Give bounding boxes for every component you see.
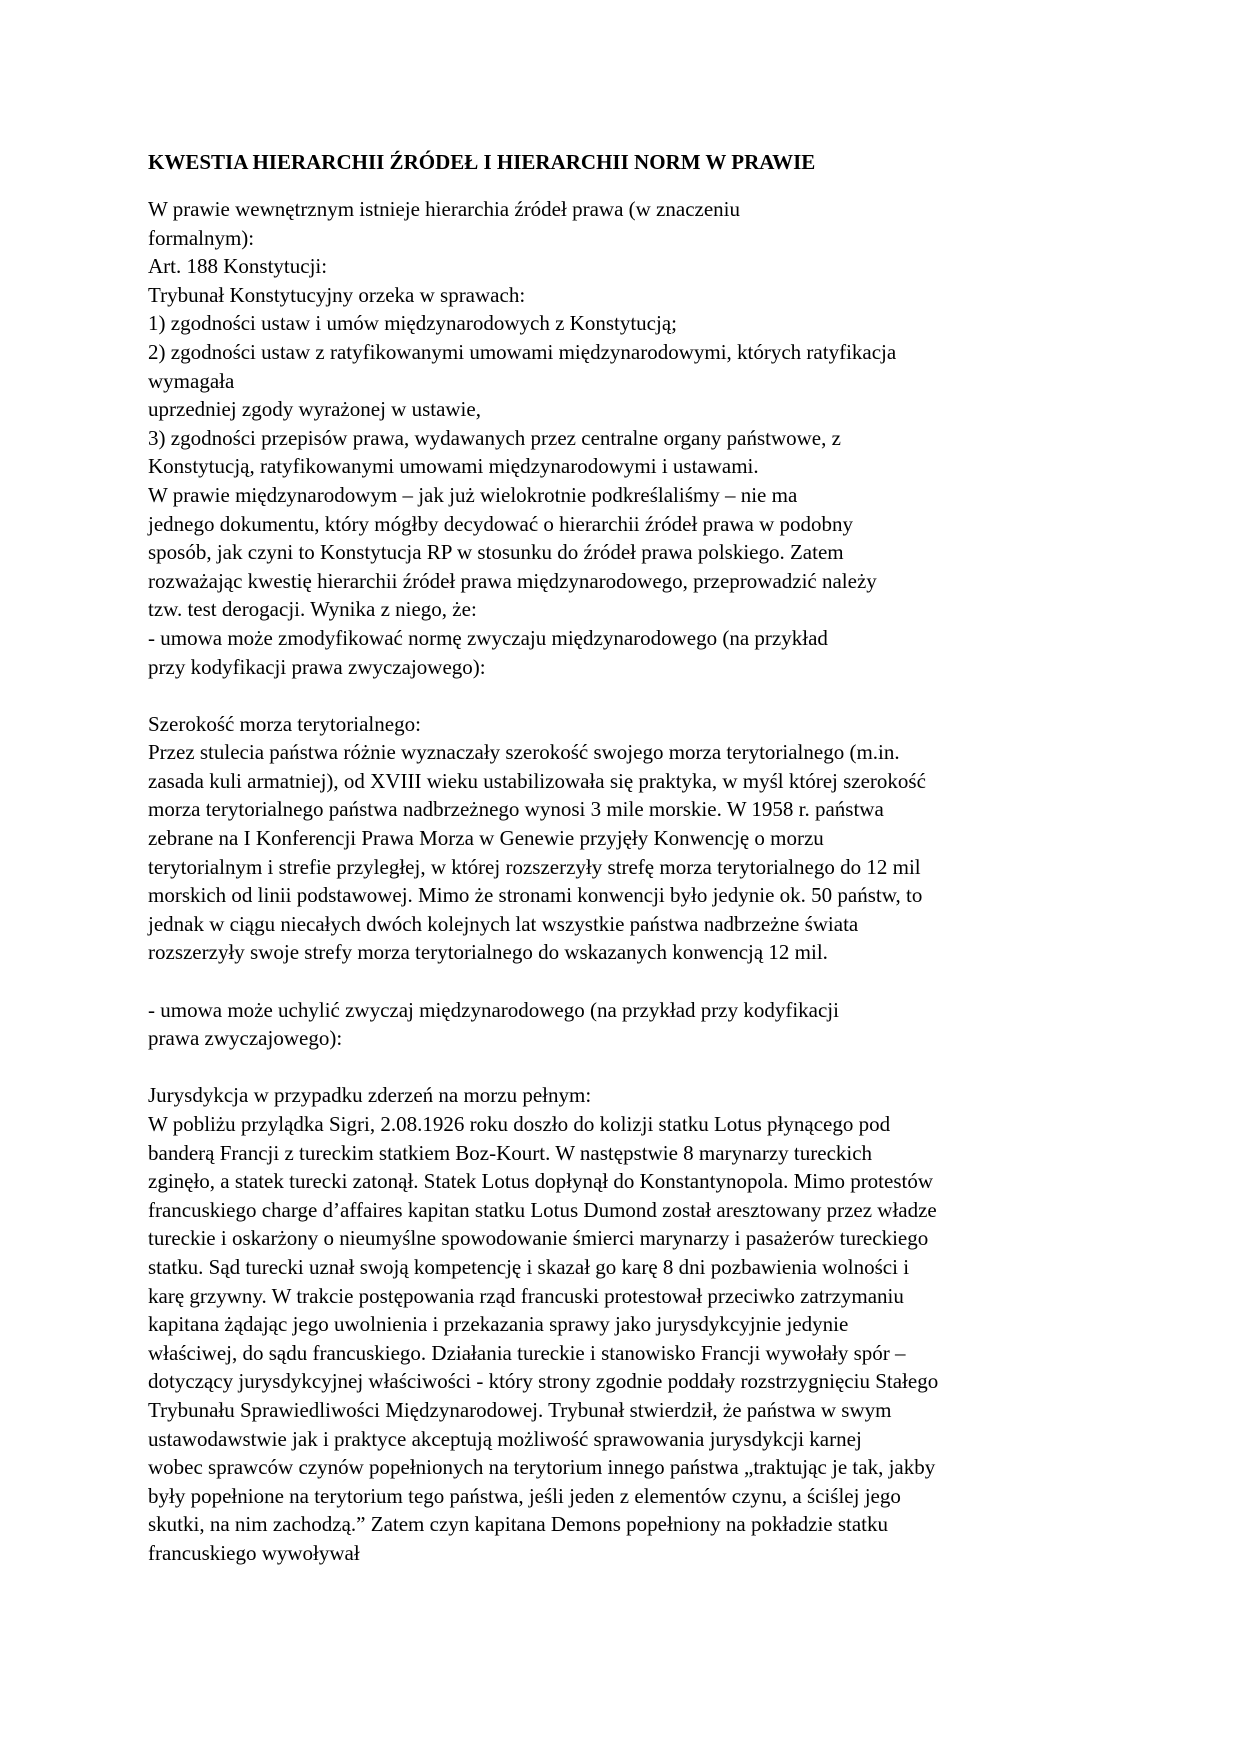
text-line: Konstytucją, ratyfikowanymi umowami międzynarodowymi i ustawami. bbox=[148, 454, 759, 479]
text-line: francuskiego charge d’affaires kapitan statku Lotus Dumond został aresztowany przez władze bbox=[148, 1197, 937, 1222]
text-line: 1) zgodności ustaw i umów międzynarodowych z Konstytucją; bbox=[148, 311, 677, 336]
text-line: właściwej, do sądu francuskiego. Działania tureckie i stanowisko Francji wywołały spór – bbox=[148, 1340, 906, 1365]
text-line: tureckie i oskarżony o nieumyślne spowodowanie śmierci marynarzy i pasażerów tureckiego bbox=[148, 1226, 929, 1251]
text-line: - umowa może zmodyfikować normę zwyczaju międzynarodowego (na przykład bbox=[148, 625, 828, 650]
text-line: rozważając kwestię hierarchii źródeł prawa międzynarodowego, przeprowadzić należy bbox=[148, 568, 877, 593]
text-line: francuskiego wywoływał bbox=[148, 1540, 360, 1565]
text-line: wobec sprawców czynów popełnionych na terytorium innego państwa „traktując je tak, jakby bbox=[148, 1455, 936, 1480]
text-line: sposób, jak czyni to Konstytucja RP w stosunku do źródeł prawa polskiego. Zatem bbox=[148, 540, 844, 565]
text-line: kapitana żądając jego uwolnienia i przekazania sprawy jako jurysdykcyjnie jedynie bbox=[148, 1312, 849, 1337]
text-line: zginęło, a statek turecki zatonął. Statek Lotus dopłynął do Konstantynopola. Mimo protestów bbox=[148, 1169, 934, 1194]
text-line: Jurysdykcja w przypadku zderzeń na morzu pełnym: bbox=[148, 1083, 592, 1108]
text-line: W pobliżu przylądka Sigri, 2.08.1926 roku doszło do kolizji statku Lotus płynącego pod bbox=[148, 1112, 891, 1136]
text-line bbox=[148, 681, 1108, 710]
text-line: tzw. test derogacji. Wynika z niego, że: bbox=[148, 597, 477, 622]
text-line: Art. 188 Konstytucji: bbox=[148, 254, 328, 279]
text-line: prawa zwyczajowego): bbox=[148, 1026, 343, 1051]
text-line: terytorialnym i strefie przyległej, w której rozszerzyły strefę morza terytorialnego do 12 mil bbox=[148, 854, 921, 879]
text-line: jednak w ciągu niecałych dwóch kolejnych lat wszystkie państwa nadbrzeżne świata bbox=[148, 911, 859, 936]
text-line: zasada kuli armatniej), od XVIII wieku ustabilizowała się praktyka, w myśl której szerokość bbox=[148, 768, 926, 793]
document-body bbox=[148, 195, 1108, 1568]
text-line: były popełnione na terytorium tego państwa, jeśli jeden z elementów czynu, a ściślej jego bbox=[148, 1483, 901, 1508]
text-line: uprzedniej zgody wyrażonej w ustawie, bbox=[148, 397, 481, 422]
text-line: morza terytorialnego państwa nadbrzeżnego wynosi 3 mile morskie. W 1958 r. państwa bbox=[148, 797, 884, 822]
text-line: jednego dokumentu, który mógłby decydować o hierarchii źródeł prawa w podobny bbox=[148, 511, 854, 536]
text-line: Szerokość morza terytorialnego: bbox=[148, 711, 421, 736]
text-line: rozszerzyły swoje strefy morza terytorialnego do wskazanych konwencją 12 mil. bbox=[148, 940, 828, 965]
text-line: wymagała bbox=[148, 368, 235, 393]
text-line: dotyczący jurysdykcyjnej właściwości - który strony zgodnie poddały rozstrzygnięciu Stałego bbox=[148, 1369, 939, 1394]
text-line: przy kodyfikacji prawa zwyczajowego): bbox=[148, 654, 486, 679]
text-line: W prawie wewnętrznym istnieje hierarchia źródeł prawa (w znaczeniu bbox=[148, 197, 740, 221]
text-line: formalnym): bbox=[148, 225, 255, 250]
text-line: Trybunał Konstytucyjny orzeka w sprawach: bbox=[148, 282, 526, 307]
text-line: statku. Sąd turecki uznał swoją kompetencję i skazał go karę 8 dni pozbawienia wolności i bbox=[148, 1254, 910, 1279]
text-line: W prawie międzynarodowym – jak już wielokrotnie podkreślaliśmy – nie ma bbox=[148, 482, 798, 507]
text-line: Trybunału Sprawiedliwości Międzynarodowej. Trybunał stwierdził, że państwa w swym bbox=[148, 1397, 892, 1422]
text-line: morskich od linii podstawowej. Mimo że stronami konwencji było jedynie ok. 50 państw, to bbox=[148, 883, 923, 908]
text-line: zebrane na I Konferencji Prawa Morza w Genewie przyjęły Konwencję o morzu bbox=[148, 826, 824, 851]
text-line: - umowa może uchylić zwyczaj międzynarodowego (na przykład przy kodyfikacji bbox=[148, 997, 839, 1022]
text-line: skutki, na nim zachodzą.” Zatem czyn kapitana Demons popełniony na pokładzie statku bbox=[148, 1512, 889, 1537]
text-line: banderą Francji z tureckim statkiem Boz-Kourt. W następstwie 8 marynarzy tureckich bbox=[148, 1140, 873, 1165]
text-line: ustawodawstwie jak i praktyce akceptują możliwość sprawowania jurysdykcji karnej bbox=[148, 1426, 862, 1451]
text-line: karę grzywny. W trakcie postępowania rząd francuski protestował przeciwko zatrzymaniu bbox=[148, 1283, 904, 1308]
text-line: 2) zgodności ustaw z ratyfikowanymi umowami międzynarodowymi, których ratyfikacja bbox=[148, 339, 897, 364]
text-line: Przez stulecia państwa różnie wyznaczały szerokość swojego morza terytorialnego (m.in. bbox=[148, 740, 900, 765]
text-line bbox=[148, 967, 1108, 996]
text-line: 3) zgodności przepisów prawa, wydawanych przez centralne organy państwowe, z bbox=[148, 425, 841, 450]
text-line bbox=[148, 1053, 1108, 1082]
document-page bbox=[148, 148, 1108, 1568]
document-title: KWESTIA HIERARCHII ŹRÓDEŁ I HIERARCHII NORM W PRAWIE bbox=[148, 150, 816, 174]
